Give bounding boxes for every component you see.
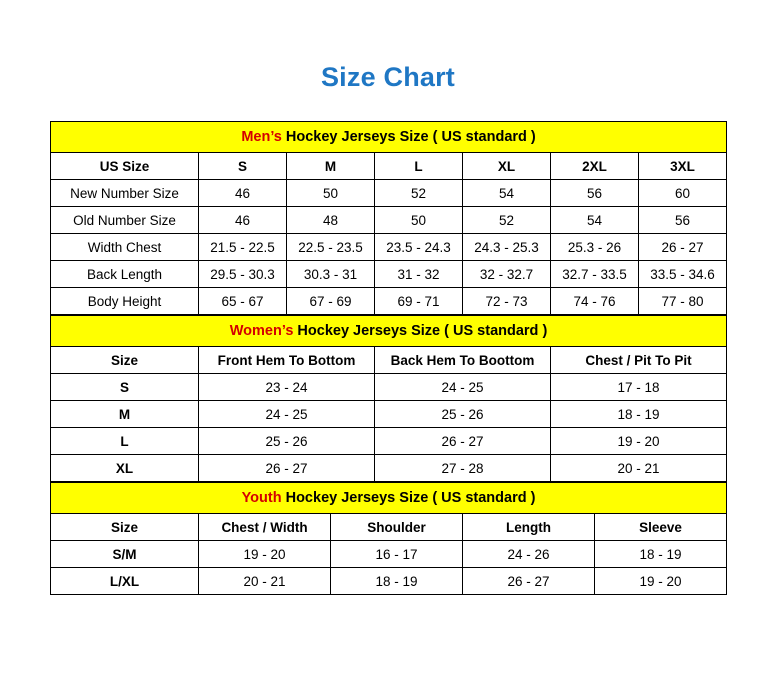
row-label: Back Length: [51, 261, 199, 288]
table-cell: 30.3 - 31: [287, 261, 375, 288]
womens-heading-rest: Hockey Jerseys Size ( US standard ): [293, 323, 548, 339]
table-cell: 19 - 20: [551, 428, 727, 455]
womens-section-header-row: [51, 316, 727, 347]
row-label: M: [51, 401, 199, 428]
table-cell: 26 - 27: [199, 455, 375, 482]
womens-column-header-row: [51, 347, 727, 374]
womens-col-header: Back Hem To Boottom: [375, 347, 551, 374]
table-cell: 54: [551, 207, 639, 234]
womens-col-header: Chest / Pit To Pit: [551, 347, 727, 374]
table-cell: 19 - 20: [595, 568, 727, 595]
mens-size-table: [50, 121, 727, 315]
table-cell: 18 - 19: [331, 568, 463, 595]
womens-size-table: [50, 315, 727, 482]
table-row: [51, 428, 727, 455]
mens-col-header: 2XL: [551, 153, 639, 180]
mens-col-header: US Size: [51, 153, 199, 180]
youth-column-header-row: [51, 514, 727, 541]
row-label: S/M: [51, 541, 199, 568]
table-cell: 69 - 71: [375, 288, 463, 315]
youth-heading-rest: Hockey Jerseys Size ( US standard ): [281, 490, 536, 506]
table-cell: 31 - 32: [375, 261, 463, 288]
table-cell: 72 - 73: [463, 288, 551, 315]
row-label: Old Number Size: [51, 207, 199, 234]
table-cell: 18 - 19: [551, 401, 727, 428]
table-cell: 17 - 18: [551, 374, 727, 401]
table-cell: 24 - 25: [375, 374, 551, 401]
table-cell: 24 - 25: [199, 401, 375, 428]
table-cell: 50: [287, 180, 375, 207]
row-label: S: [51, 374, 199, 401]
table-cell: 67 - 69: [287, 288, 375, 315]
table-cell: 54: [463, 180, 551, 207]
youth-col-header: Length: [463, 514, 595, 541]
youth-col-header: Sleeve: [595, 514, 727, 541]
table-row: [51, 207, 727, 234]
table-row: [51, 374, 727, 401]
table-cell: 21.5 - 22.5: [199, 234, 287, 261]
youth-size-table: [50, 482, 727, 595]
youth-section-header-row: [51, 483, 727, 514]
womens-section-header-cell: [51, 316, 727, 347]
table-row: [51, 455, 727, 482]
table-cell: 52: [463, 207, 551, 234]
table-cell: 56: [551, 180, 639, 207]
womens-col-header: Size: [51, 347, 199, 374]
table-cell: 19 - 20: [199, 541, 331, 568]
table-cell: 46: [199, 180, 287, 207]
table-row: [51, 180, 727, 207]
youth-col-header: Shoulder: [331, 514, 463, 541]
table-cell: 16 - 17: [331, 541, 463, 568]
table-cell: 32 - 32.7: [463, 261, 551, 288]
table-cell: 46: [199, 207, 287, 234]
table-cell: 27 - 28: [375, 455, 551, 482]
row-label: New Number Size: [51, 180, 199, 207]
table-cell: 24 - 26: [463, 541, 595, 568]
youth-col-header: Size: [51, 514, 199, 541]
mens-section-header-row: [51, 122, 727, 153]
table-cell: 26 - 27: [639, 234, 727, 261]
table-cell: 26 - 27: [463, 568, 595, 595]
table-cell: 18 - 19: [595, 541, 727, 568]
table-cell: 20 - 21: [551, 455, 727, 482]
table-cell: 29.5 - 30.3: [199, 261, 287, 288]
table-row: [51, 568, 727, 595]
table-cell: 20 - 21: [199, 568, 331, 595]
size-tables-container: [50, 121, 726, 595]
table-cell: 50: [375, 207, 463, 234]
mens-col-header: S: [199, 153, 287, 180]
table-cell: 23.5 - 24.3: [375, 234, 463, 261]
youth-col-header: Chest / Width: [199, 514, 331, 541]
youth-heading-accent: Youth: [241, 490, 282, 506]
table-cell: 23 - 24: [199, 374, 375, 401]
row-label: Width Chest: [51, 234, 199, 261]
row-label: L/XL: [51, 568, 199, 595]
table-cell: 26 - 27: [375, 428, 551, 455]
table-cell: 65 - 67: [199, 288, 287, 315]
mens-col-header: 3XL: [639, 153, 727, 180]
youth-section-header-cell: [51, 483, 727, 514]
row-label: L: [51, 428, 199, 455]
table-cell: 33.5 - 34.6: [639, 261, 727, 288]
row-label: Body Height: [51, 288, 199, 315]
table-cell: 56: [639, 207, 727, 234]
row-label: XL: [51, 455, 199, 482]
mens-col-header: M: [287, 153, 375, 180]
table-row: [51, 261, 727, 288]
table-cell: 52: [375, 180, 463, 207]
table-row: [51, 234, 727, 261]
table-row: [51, 541, 727, 568]
mens-heading-accent: Men’s: [241, 129, 282, 145]
womens-heading-accent: Women’s: [229, 323, 294, 339]
table-row: [51, 401, 727, 428]
table-cell: 48: [287, 207, 375, 234]
table-cell: 77 - 80: [639, 288, 727, 315]
table-cell: 25 - 26: [199, 428, 375, 455]
page-title: Size Chart: [320, 62, 456, 92]
mens-heading-rest: Hockey Jerseys Size ( US standard ): [281, 129, 536, 145]
mens-column-header-row: [51, 153, 727, 180]
table-cell: 25 - 26: [375, 401, 551, 428]
mens-col-header: XL: [463, 153, 551, 180]
table-cell: 25.3 - 26: [551, 234, 639, 261]
table-cell: 24.3 - 25.3: [463, 234, 551, 261]
mens-col-header: L: [375, 153, 463, 180]
table-cell: 22.5 - 23.5: [287, 234, 375, 261]
mens-section-header-cell: [51, 122, 727, 153]
table-cell: 60: [639, 180, 727, 207]
table-cell: 74 - 76: [551, 288, 639, 315]
womens-col-header: Front Hem To Bottom: [199, 347, 375, 374]
table-row: [51, 288, 727, 315]
table-cell: 32.7 - 33.5: [551, 261, 639, 288]
